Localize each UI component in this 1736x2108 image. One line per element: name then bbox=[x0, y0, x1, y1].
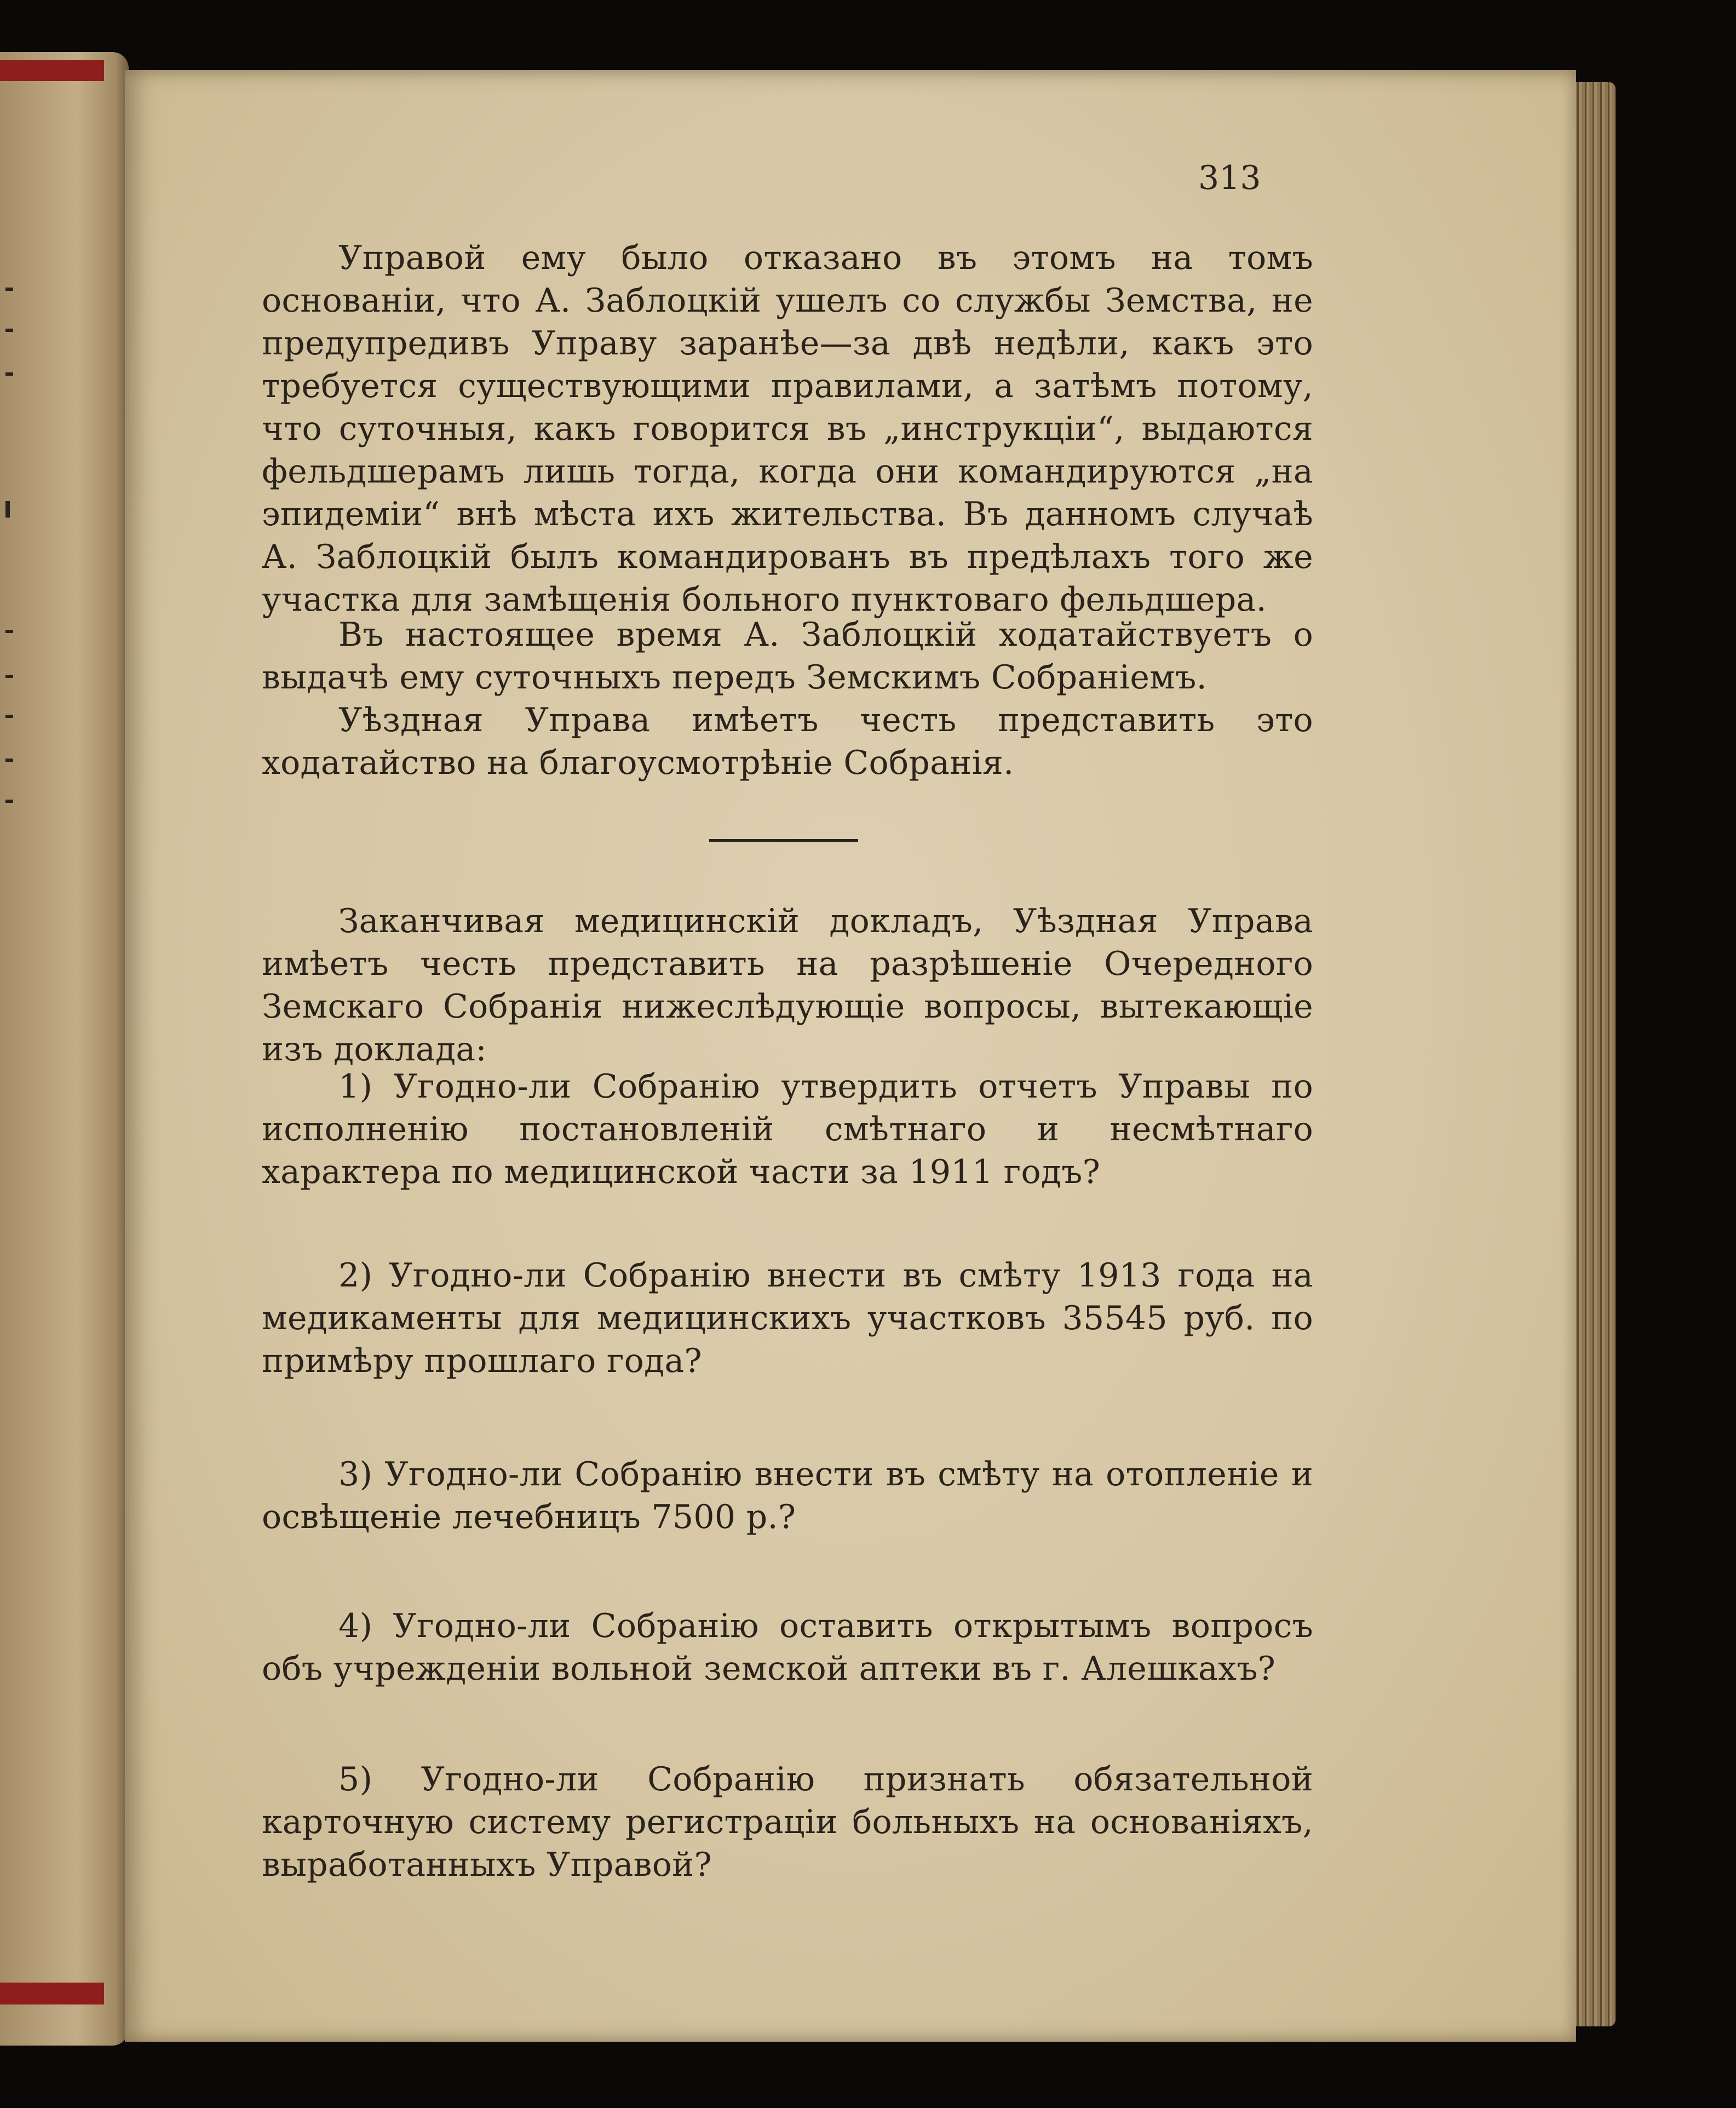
book-red-edge-top bbox=[0, 60, 104, 81]
prev-page-mark bbox=[5, 675, 13, 678]
paragraph bbox=[262, 237, 1313, 621]
prev-page-mark bbox=[5, 800, 13, 803]
prev-page-mark bbox=[5, 372, 13, 376]
paragraph bbox=[262, 900, 1313, 1071]
question-item bbox=[262, 1758, 1313, 1886]
question-text: 2) Угодно-ли Собранiю внести въ смѣту 1913 года на медикаменты для медицинскихъ участковъ 35545 руб. по примѣру прошлаго года? bbox=[262, 1256, 1313, 1380]
prev-page-mark bbox=[5, 501, 10, 518]
page-number: 313 bbox=[1198, 159, 1261, 197]
book-red-edge-bottom bbox=[0, 1983, 104, 2004]
previous-page-edge bbox=[0, 52, 129, 2046]
question-item bbox=[262, 1453, 1313, 1538]
question-item bbox=[262, 1605, 1313, 1690]
paragraph-text: Заканчивая медицинскiй докладъ, Уѣздная Управа имѣетъ честь представить на разрѣшенiе Очередного Земскаго Собранiя нижеслѣдующiе вопросы, вытекающiе изъ доклада: bbox=[262, 902, 1313, 1069]
paragraph-text: Въ настоящее время А. Заблоцкiй ходатайствуетъ о выдачѣ ему суточныхъ передъ Земскимъ Собранiемъ. bbox=[262, 616, 1313, 697]
paragraph-text: Управой ему было отказано въ этомъ на томъ основанiи, что А. Заблоцкiй ушелъ со службы Земства, не предупредивъ Управу заранѣе—за двѣ недѣли, какъ это требуется существующими правилами, а затѣмъ потому, что суточныя, какъ говорится въ „инструкцiи“, выдаются фельдшерамъ лишь тогда, когда они командируются „на эпидемiи“ внѣ мѣста ихъ жительства. Въ данномъ случаѣ А. Заблоцкiй былъ командированъ въ предѣлахъ того же участка для замѣщенiя больного пунктоваго фельдшера. bbox=[262, 239, 1313, 619]
section-divider bbox=[709, 839, 858, 842]
question-text: 3) Угодно-ли Собранiю внести въ смѣту на отопленiе и освѣщенiе лечебницъ 7500 р.? bbox=[262, 1455, 1313, 1536]
prev-page-mark bbox=[5, 329, 13, 332]
question-item bbox=[262, 1254, 1313, 1382]
prev-page-mark bbox=[5, 288, 13, 291]
prev-page-mark bbox=[5, 759, 13, 762]
prev-page-mark bbox=[5, 630, 13, 633]
question-item bbox=[262, 1065, 1313, 1193]
question-text: 5) Угодно-ли Собранiю признать обязательной карточную систему регистрацiи больныхъ на основанiяхъ, выработанныхъ Управой? bbox=[262, 1760, 1313, 1884]
paragraph bbox=[262, 699, 1313, 784]
question-text: 1) Угодно-ли Собранiю утвердить отчетъ Управы по исполненiю постановленiй смѣтнаго и несмѣтнаго характера по медицинской части за 1911 годъ? bbox=[262, 1067, 1313, 1191]
question-text: 4) Угодно-ли Собранiю оставить открытымъ вопросъ объ учрежденiи вольной земской аптеки въ г. Алешкахъ? bbox=[262, 1607, 1313, 1688]
paragraph-text: Уѣздная Управа имѣетъ честь представить это ходатайство на благоусмотрѣнiе Собранiя. bbox=[262, 701, 1313, 782]
prev-page-mark bbox=[5, 715, 13, 718]
paragraph bbox=[262, 613, 1313, 699]
